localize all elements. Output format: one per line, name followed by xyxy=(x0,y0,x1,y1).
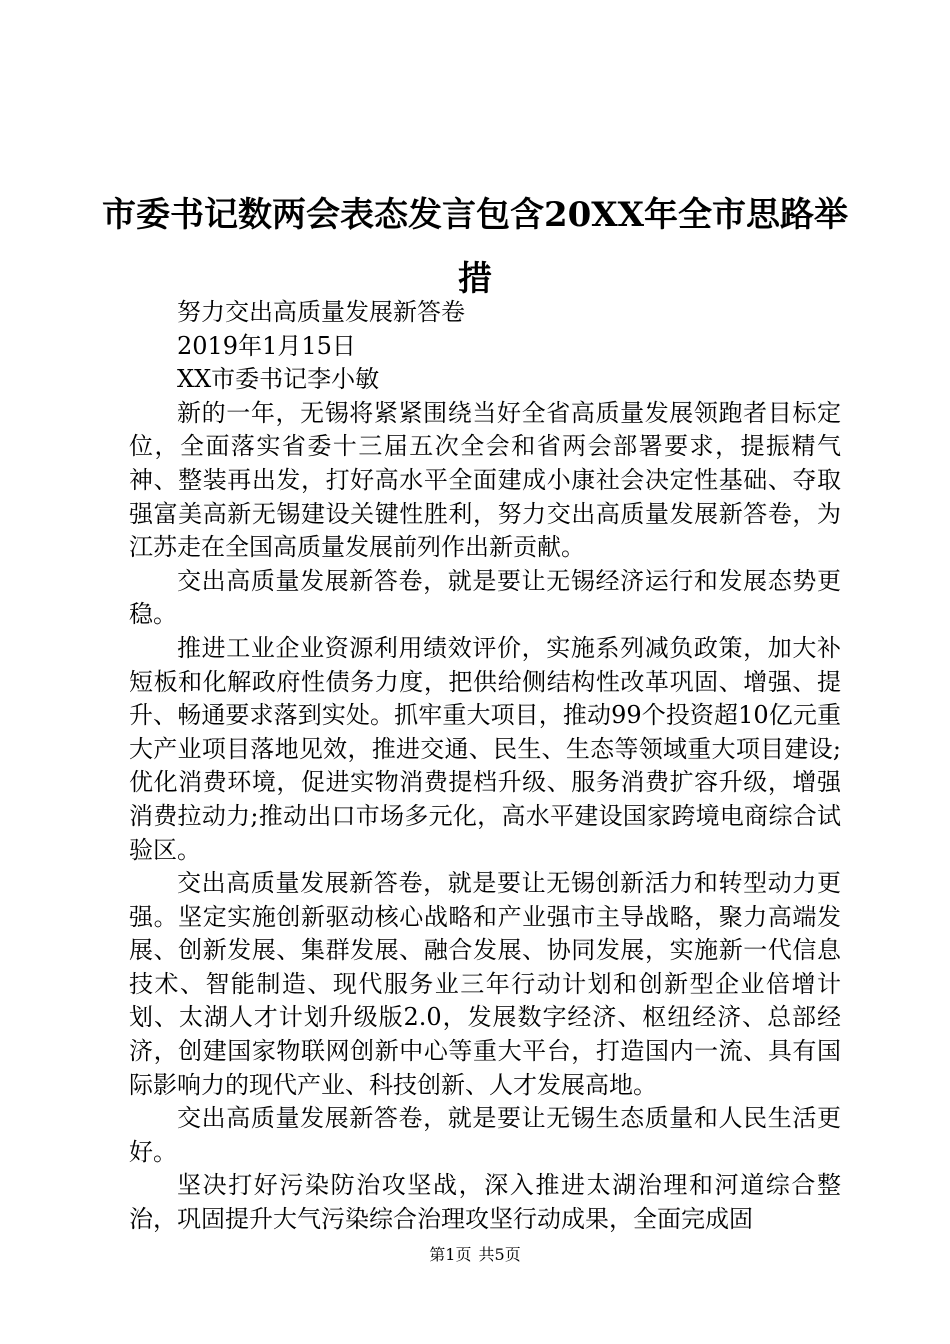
document-title: 市委书记数两会表态发言包含20XX年全市思路举措 xyxy=(101,195,849,299)
paragraph: 交出高质量发展新答卷，就是要让无锡创新活力和转型动力更强。坚定实施创新驱动核心战略和产业强市主导战略，聚力高端发展、创新发展、集群发展、融合发展、协同发展，实施新一代信息技术、智能制造、现代服务业三年行动计划和创新型企业倍增计划、太湖人才计划升级版2.0，发展数字经济、枢纽经济、总部经济，创建国家物联网创新中心等重大平台，打造国内一流、具有国际影响力的现代产业、科技创新、人才发展高地。 xyxy=(129,869,841,1099)
paragraph: 坚决打好污染防治攻坚战，深入推进太湖治理和河道综合整治，巩固提升大气污染综合治理攻坚行动成果，全面完成固 xyxy=(129,1171,841,1234)
author-line: XX市委书记李小敏 xyxy=(177,365,380,394)
paragraph: 推进工业企业资源利用绩效评价，实施系列减负政策，加大补短板和化解政府性债务力度，把供给侧结构性改革巩固、增强、提升、畅通要求落到实处。抓牢重大项目，推动99个投资超10亿元重大产业项目落地见效，推进交通、民生、生态等领域重大项目建设;优化消费环境，促进实物消费提档升级、服务消费扩容升级，增强消费拉动力;推动出口市场多元化，高水平建设国家跨境电商综合试验区。 xyxy=(129,633,841,864)
paragraph: 交出高质量发展新答卷，就是要让无锡生态质量和人民生活更好。 xyxy=(129,1104,841,1166)
page-number: 第1页 xyxy=(429,1245,472,1264)
page-footer xyxy=(0,1242,950,1265)
subtitle: 努力交出高质量发展新答卷 xyxy=(177,298,465,326)
paragraph: 新的一年，无锡将紧紧围绕当好全省高质量发展领跑者目标定位，全面落实省委十三届五次全会和省两会部署要求，提振精气神、整装再出发，打好高水平全面建成小康社会决定性基础、夺取强富美高新无锡建设关键性胜利，努力交出高质量发展新答卷，为江苏走在全国高质量发展前列作出新贡献。 xyxy=(129,398,841,562)
document-body xyxy=(129,296,841,1237)
page-total: 共5页 xyxy=(478,1245,521,1264)
paragraph: 交出高质量发展新答卷，就是要让无锡经济运行和发展态势更稳。 xyxy=(129,566,841,629)
date-line: 2019年1月15日 xyxy=(177,331,356,360)
